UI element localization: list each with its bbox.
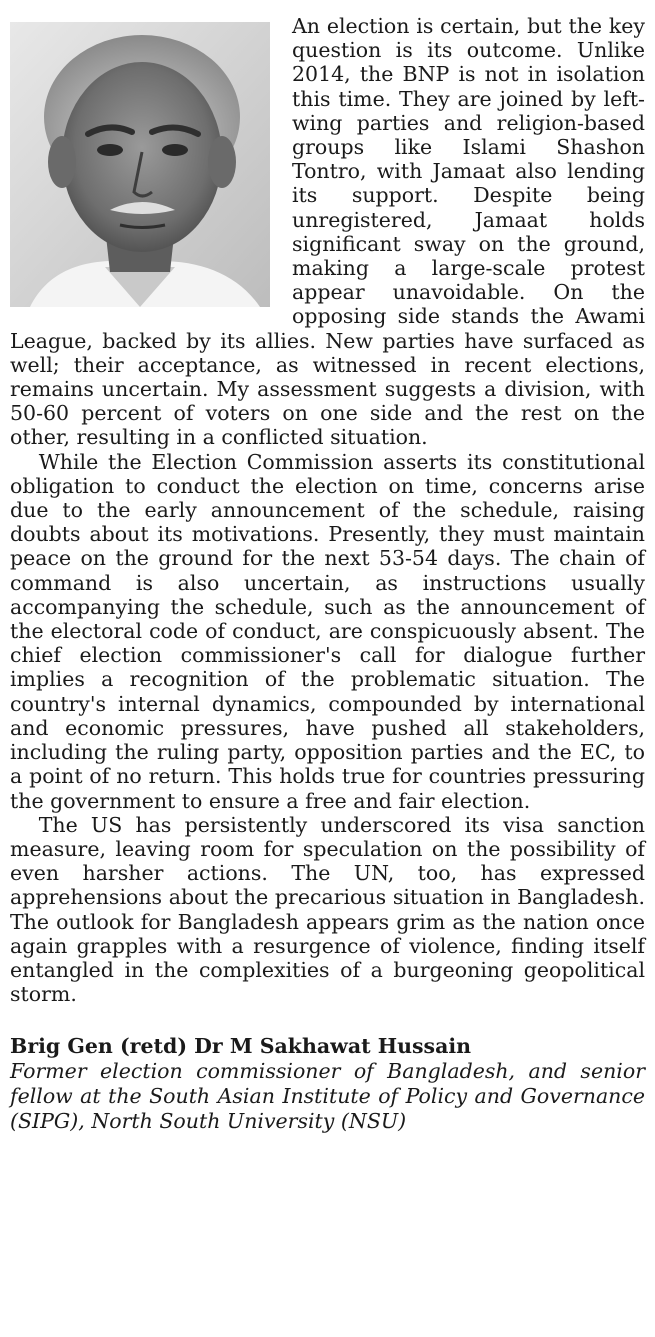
author-designation: Former election commissioner of Bangladesh, and senior fellow at the South Asian Institute of Policy and Governance (SIPG), North South University (NSU) — [10, 1059, 645, 1134]
article-page — [10, 14, 645, 1134]
article-paragraph-1: An election is certain, but the key question is its outcome. Unlike 2014, the BNP is not in isolation this time. They are joined by left-wing parties and religion-based groups like Islami Shashon Tontro, with Jamaat also lending its support. Despite being unregistered, Jamaat holds significant sway on the ground, making a large-scale protest appear unavoidable. On the opposing side stands the Awami League, backed by its allies. New parties have surfaced as well; their acceptance, as witnessed in recent elections, remains uncertain. My assessment suggests a division, with 50-60 percent of voters on one side and the rest on the other, resulting in a conflicted situation. — [10, 14, 645, 450]
author-name: Brig Gen (retd) Dr M Sakhawat Hussain — [10, 1034, 472, 1059]
portrait-illustration — [10, 22, 270, 307]
article-paragraph-3: The US has persistently underscored its visa sanction measure, leaving room for speculation on the possibility of even harsher actions. The UN, too, has expressed apprehensions about the precarious situation in Bangladesh. The outlook for Bangladesh appears grim as the nation once again grapples with a resurgence of violence, finding itself entangled in the complexities of a burgeoning geopolitical storm. — [10, 812, 645, 1007]
article-paragraph-2: While the Election Commission asserts its constitutional obligation to conduct the election on time, concerns arise due to the early announcement of the schedule, raising doubts about its motivations. Presently, they must maintain peace on the ground for the next 53-54 days. The chain of command is also uncertain, as instructions usually accompanying the schedule, such as the announcement of the electoral code of conduct, are conspicuously absent. The chief election commissioner's call for dialogue further implies a recognition of the problematic situation. The country's internal dynamics, compounded by international and economic pressures, have pushed all stakeholders, including the ruling party, opposition parties and the EC, to a point of no return. This holds true for countries pressuring the government to ensure a free and fair election. — [10, 449, 645, 813]
author-portrait-photo — [10, 22, 270, 307]
author-byline — [10, 1034, 645, 1134]
